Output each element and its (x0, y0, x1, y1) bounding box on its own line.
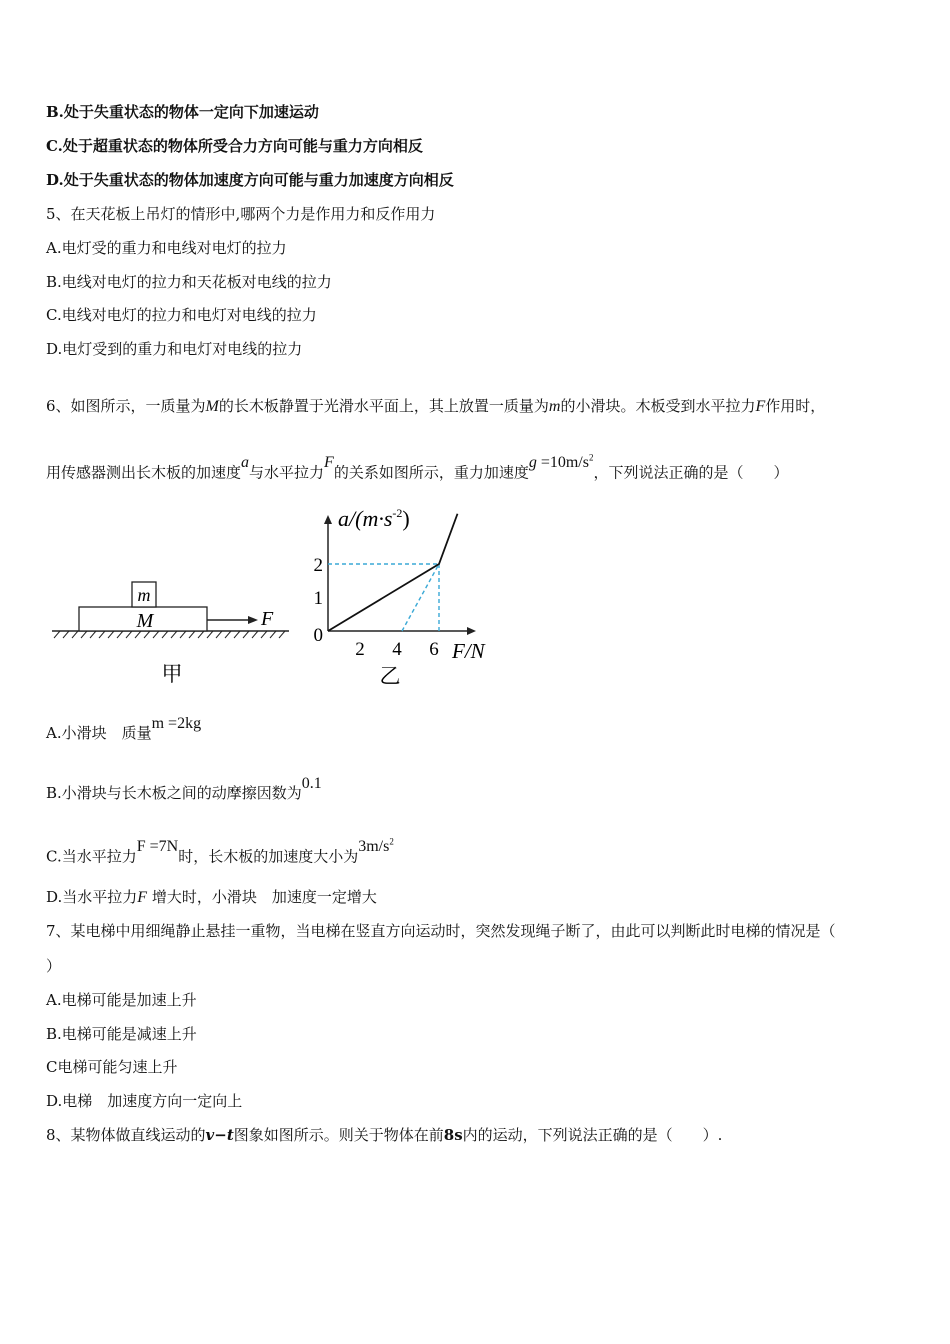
g-expression (529, 454, 594, 471)
hatch-line (81, 631, 87, 638)
symbol-F: F (755, 398, 766, 415)
q5-option-d: D.电灯受到的重力和电灯对电线的拉力 (46, 340, 303, 358)
q8-stem (46, 1125, 722, 1145)
hatch-line (207, 631, 213, 638)
q7-option-c: C电梯可能匀速上升 (46, 1058, 178, 1076)
hatch-line (225, 631, 231, 638)
q4-option-b: B.处于失重状态的物体一定向下加速运动 (46, 103, 319, 121)
hatch-line (117, 631, 123, 638)
q6-option-c-accel (358, 838, 394, 855)
symbol-g: g (528, 454, 537, 472)
hatch-line (234, 631, 240, 638)
hatch-line (144, 631, 150, 638)
q6-option-a-text: A.小滑块 质量 (46, 724, 152, 742)
y-axis-label-text: a/(m·s (338, 506, 393, 531)
hatch-line (198, 631, 204, 638)
symbol-M: M (205, 398, 219, 415)
hatch-line (261, 631, 267, 638)
hatch-line (72, 631, 78, 638)
q6-option-c-exp: 2 (389, 837, 394, 847)
q6-figure (46, 500, 516, 690)
q6-option-c (46, 837, 394, 867)
q6-option-b (46, 775, 322, 804)
q6-stem-line2 (46, 453, 789, 483)
hatch-line (54, 631, 60, 638)
hatch-line (243, 631, 249, 638)
figure-yi (314, 506, 486, 688)
hatch-line (279, 631, 285, 638)
q6-option-a-math: m =2kg (151, 715, 202, 732)
q7-stem-line2: ） (46, 957, 62, 975)
x-axis-arrow (467, 627, 476, 635)
y-axis-label-exp: -2 (392, 506, 403, 520)
caption-yi: 乙 (379, 664, 401, 688)
q7-option-b: B.电梯可能是减速上升 (46, 1025, 197, 1043)
y-axis-label-close: ) (402, 506, 410, 531)
q6-option-d-a: D.当水平拉力 (46, 888, 138, 906)
q5-option-b: B.电线对电灯的拉力和天花板对电线的拉力 (46, 273, 332, 291)
q6-stem1-c: 的小滑块。木板受到水平拉力 (560, 397, 756, 415)
q6-option-c-text-b: 时，长木板的加速度大小为 (178, 847, 359, 866)
q4-option-d: D.处于失重状态的物体加速度方向可能与重力加速度方向相反 (46, 171, 454, 189)
q7-stem-line1: 7、某电梯中用细绳静止悬挂一重物，当电梯在竖直方向运动时，突然发现绳子断了，由此可以判断此时电梯的情况是（ (46, 922, 836, 940)
y-tick-label-1: 1 (313, 588, 323, 609)
q8-8s: 8s (443, 1126, 463, 1144)
q6-option-d-b: 增大时，小滑块 加速度一定增大 (151, 888, 377, 906)
block-m-label: m (137, 585, 151, 605)
hatch-line (216, 631, 222, 638)
q6-option-d (46, 887, 377, 908)
force-arrow-head (248, 616, 258, 624)
hatch-line (162, 631, 168, 638)
q5-option-c: C.电线对电灯的拉力和电灯对电线的拉力 (46, 306, 317, 324)
y-tick-label-2: 2 (313, 555, 323, 576)
guide-line (402, 564, 439, 631)
x-axis-label: F/N (452, 639, 485, 663)
g-exponent: 2 (588, 453, 594, 463)
symbol-F-2: F (324, 454, 334, 472)
q6-option-c-text-a: C.当水平拉力 (46, 847, 137, 866)
g-value: =10m/s (540, 454, 589, 472)
symbol-a: a (241, 454, 250, 472)
q6-stem-line1 (46, 396, 825, 417)
q6-stem1-b: 的长木板静置于光滑水平面上，其上放置一质量为 (218, 397, 549, 415)
q6-option-b-math: 0.1 (301, 775, 322, 792)
hatch-line (252, 631, 258, 638)
q6-option-c-accel-value: 3m/s (358, 838, 390, 856)
hatch-line (189, 631, 195, 638)
q8-stem-b: 图象如图所示。则关于物体在前 (233, 1126, 444, 1144)
origin-label: 0 (313, 625, 323, 646)
q6-stem1-d: 作用时， (765, 397, 826, 415)
hatch-line (63, 631, 69, 638)
q5-stem: 5、在天花板上吊灯的情形中,哪两个力是作用力和反作用力 (46, 205, 436, 223)
ground-hatching (54, 631, 285, 638)
x-tick-label-6: 6 (429, 639, 439, 660)
hatch-line (171, 631, 177, 638)
symbol-F-3: F (137, 889, 148, 906)
q8-vt: v−t (205, 1126, 234, 1144)
hatch-line (135, 631, 141, 638)
figure-jia (52, 582, 289, 686)
q6-option-a (46, 715, 202, 744)
hatch-line (180, 631, 186, 638)
q6-stem1-a: 6、如图所示，一质量为 (46, 397, 206, 415)
hatch-line (108, 631, 114, 638)
force-F-label: F (261, 608, 274, 630)
x-tick-label-2: 2 (355, 639, 365, 660)
q8-stem-c: 内的运动，下列说法正确的是（ ）. (462, 1126, 723, 1144)
a-F-lines (328, 514, 458, 631)
hatch-line (90, 631, 96, 638)
y-axis-label (338, 506, 410, 531)
y-axis-arrow (324, 515, 332, 524)
x-tick-label-4: 4 (392, 639, 402, 660)
q6-stem2-d: ，下列说法正确的是（ ） (593, 463, 789, 482)
hatch-line (153, 631, 159, 638)
symbol-m: m (548, 398, 561, 415)
caption-jia: 甲 (161, 662, 183, 686)
q6-stem2-a: 用传感器测出长木板的加速度 (46, 463, 242, 482)
hatch-line (270, 631, 276, 638)
q4-option-c: C.处于超重状态的物体所受合力方向可能与重力方向相反 (46, 137, 423, 155)
q8-stem-a: 8、某物体做直线运动的 (46, 1126, 206, 1144)
q6-option-c-F: F =7N (136, 838, 179, 856)
hatch-line (126, 631, 132, 638)
q6-stem2-b: 与水平拉力 (249, 463, 325, 482)
q5-option-a: A.电灯受的重力和电线对电灯的拉力 (46, 239, 287, 257)
q6-option-b-text: B.小滑块与长木板之间的动摩擦因数为 (46, 784, 302, 802)
q7-option-d: D.电梯 加速度方向一定向上 (46, 1092, 243, 1110)
q6-stem2-c: 的关系如图所示，重力加速度 (333, 463, 529, 482)
series-line (328, 514, 458, 631)
board-M-label: M (136, 610, 154, 632)
q7-option-a: A.电梯可能是加速上升 (46, 991, 197, 1009)
hatch-line (99, 631, 105, 638)
